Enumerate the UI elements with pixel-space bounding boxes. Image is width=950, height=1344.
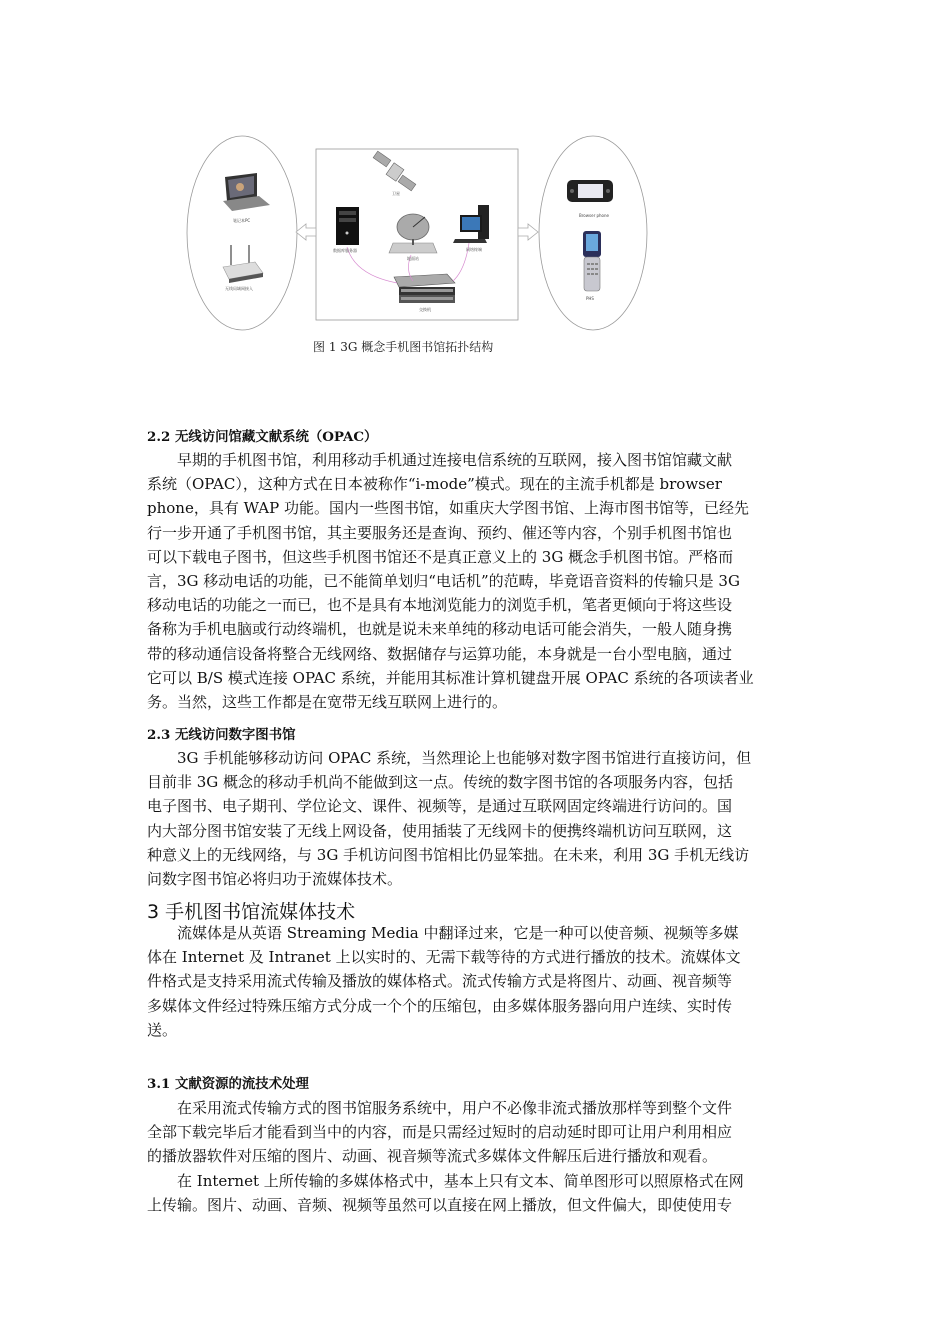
- label-router: 无线局域网接入: [225, 286, 253, 291]
- client-ellipse-left: [187, 136, 297, 330]
- topology-diagram: [185, 135, 650, 335]
- server-icon: [336, 207, 359, 245]
- label-flip-phone: PHS: [586, 296, 594, 301]
- text-line: 体在 Internet 及 Intranet 上以实时的、无需下载等待的方式进行播放的技术。流媒体文: [147, 948, 741, 967]
- network-switch-icon: [394, 274, 455, 303]
- text-line: 流媒体是从英语 Streaming Media 中翻译过来，它是一种可以使音频、视频等多媒: [177, 924, 739, 942]
- label-laptop: 笔记本PC: [233, 218, 251, 223]
- paragraph-internet-formats: [147, 1169, 807, 1217]
- laptop-icon: [223, 173, 270, 211]
- text-line: 问数字图书馆必将归功于流媒体技术。: [147, 869, 403, 888]
- wifi-router-icon: [223, 245, 263, 283]
- paragraph-stream-processing: [147, 1096, 807, 1169]
- text-line: 在 Internet 上所传输的多媒体格式中，基本上只有文本、简单图形可以照原格式在网: [177, 1172, 744, 1190]
- text-line: 早期的手机图书馆，利用移动手机通过连接电信系统的互联网，接入图书馆馆藏文献: [177, 451, 733, 469]
- desktop-pc-icon: [453, 205, 489, 243]
- text-line: 言，3G 移动电话的功能，已不能简单划归“电话机”的范畴，毕竟语音资料的传输只是 3G: [147, 571, 740, 590]
- label-server: 数据库服务器: [333, 248, 357, 253]
- text-line: 全部下载完毕后才能看到当中的内容，而是只需经过短时的启动延时即可让用户利用相应: [147, 1123, 733, 1142]
- text-line: 带的移动通信设备将整合无线网络、数据储存与运算功能，本身就是一台小型电脑，通过: [147, 644, 733, 663]
- text-line: 内大部分图书馆安装了无线上网设备，使用插装了无线网卡的便携终端机访问互联网，这: [147, 821, 733, 840]
- text-line: 系统（OPAC），这种方式在日本被称作“i-mode”模式。现在的主流手机都是 browser: [147, 475, 722, 494]
- heading-2-2: 2.2 无线访问馆藏文献系统（OPAC）: [147, 429, 378, 445]
- text-line: 在采用流式传输方式的图书馆服务系统中，用户不必像非流式播放那样等到整个文件: [177, 1099, 733, 1117]
- paragraph-digital-library: [147, 746, 807, 891]
- text-line: 种意义上的无线网络，与 3G 手机访问图书馆相比仍显笨拙。在未来，利用 3G 手机无线访: [147, 845, 750, 864]
- text-line: 行一步开通了手机图书馆，其主要服务还是查询、预约、催还等内容，个别手机图书馆也: [147, 523, 733, 542]
- arrow-left: [296, 224, 316, 240]
- text-line: 务。当然，这些工作都是在宽带无线互联网上进行的。: [147, 692, 508, 711]
- text-line: phone，具有 WAP 功能。国内一些图书馆，如重庆大学图书馆、上海市图书馆等，已经先: [147, 499, 749, 518]
- text-line: 送。: [147, 1020, 178, 1039]
- text-line: 件格式是支持采用流式传输及播放的媒体格式。流式传输方式是将图片、动画、视音频等: [147, 972, 733, 991]
- label-dish: 地面站: [407, 256, 419, 261]
- label-satellite: 卫星: [392, 191, 400, 196]
- label-switch: 交换机: [419, 307, 431, 312]
- text-line: 它可以 B/S 模式连接 OPAC 系统，并能用其标准计算机键盘开展 OPAC 系统的各项读者业: [147, 668, 754, 687]
- heading-3-1: 3.1 文献资源的流技术处理: [147, 1076, 309, 1092]
- text-line: 备称为手机电脑或行动终端机，也就是说未来单纯的移动电话可能会消失，一般人随身携: [147, 620, 733, 639]
- text-line: 多媒体文件经过特殊压缩方式分成一个个的压缩包，由多媒体服务器向用户连续、实时传: [147, 996, 733, 1015]
- paragraph-streaming-media: [147, 921, 807, 1042]
- paragraph-opac: [147, 448, 807, 714]
- browser-phone-icon: [567, 180, 613, 202]
- text-line: 目前非 3G 概念的移动手机尚不能做到这一点。传统的数字图书馆的各项服务内容，包括: [147, 773, 734, 792]
- label-browser-phone: Browser phone: [579, 213, 609, 218]
- text-line: 3G 手机能够移动访问 OPAC 系统，当然理论上也能够对数字图书馆进行直接访问，但: [177, 749, 752, 767]
- topology-figure: [185, 135, 650, 335]
- figure-caption: 图 1 3G 概念手机图书馆拓扑结构: [313, 340, 494, 354]
- satellite-dish-icon: [389, 214, 437, 253]
- arrow-right: [518, 224, 538, 240]
- text-line: 电子图书、电子期刊、学位论文、课件、视频等，是通过互联网固定终端进行访问的。国: [147, 797, 733, 816]
- flip-phone-icon: [583, 231, 601, 291]
- label-desktop: 网络终端: [466, 247, 482, 252]
- heading-3: 3 手机图书馆流媒体技术: [147, 901, 356, 923]
- text-line: 的播放器软件对压缩的图片、动画、视音频等流式多媒体文件解压后进行播放和观看。: [147, 1147, 718, 1166]
- text-line: 上传输。图片、动画、音频、视频等虽然可以直接在网上播放，但文件偏大，即使使用专: [147, 1196, 733, 1215]
- text-line: 可以下载电子图书，但这些手机图书馆还不是真正意义上的 3G 概念手机图书馆。严格而: [147, 547, 734, 566]
- text-line: 移动电话的功能之一而已，也不是具有本地浏览能力的浏览手机，笔者更倾向于将这些设: [147, 596, 733, 615]
- satellite-icon: [373, 151, 416, 191]
- heading-2-3: 2.3 无线访问数字图书馆: [147, 727, 296, 743]
